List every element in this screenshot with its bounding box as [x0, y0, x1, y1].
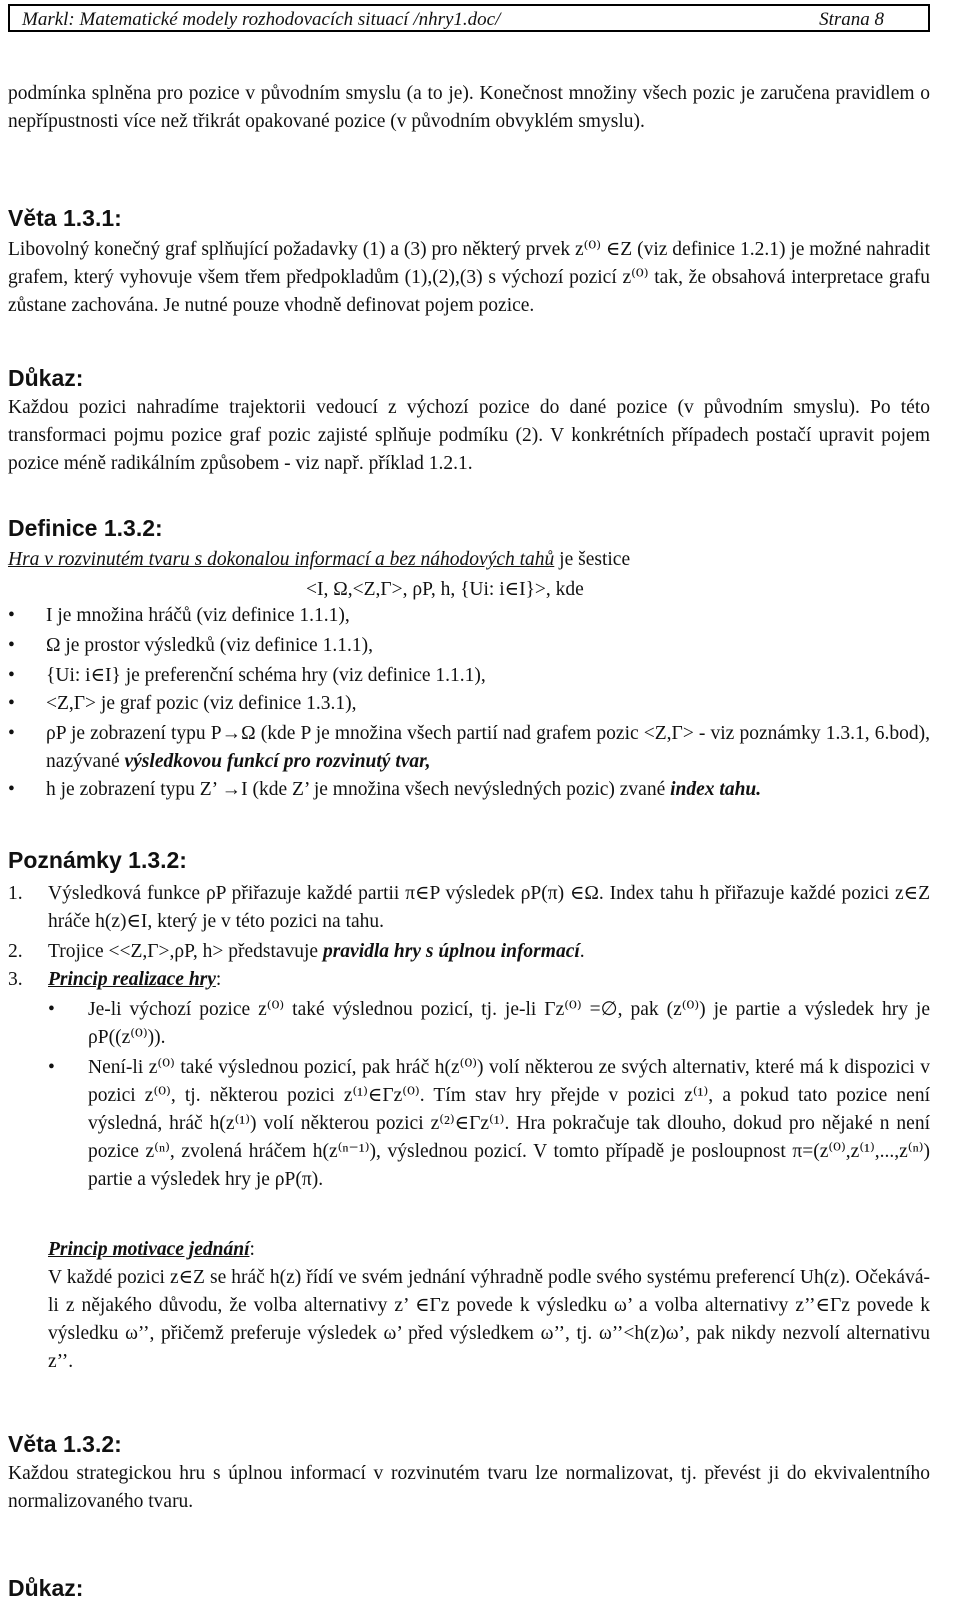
definice-item-5 — [8, 720, 930, 776]
poznamka-1 — [8, 880, 930, 936]
item-text: I je množina hráčů (viz definice 1.1.1), — [46, 605, 350, 626]
definice-heading: Definice 1.3.2: — [8, 515, 163, 541]
motivace-heading: Princip motivace jednání: — [48, 1239, 255, 1260]
dukaz-2-heading: Důkaz: — [8, 1575, 84, 1601]
bullet: • — [8, 605, 15, 626]
definice-lead — [8, 546, 930, 574]
item-text: <Z,Γ> je graf pozic (viz definice 1.3.1), — [46, 693, 357, 714]
bullet: • — [8, 635, 15, 656]
intro-paragraph: podmínka splněna pro pozice v původním smyslu (a to je). Konečnost množiny všech pozic je zaručena pravidlem o nepřípustnosti více než třikrát opakované pozice (v původním obvyklém smyslu). — [8, 83, 930, 132]
number: 3. — [8, 969, 23, 990]
note-term: Princip realizace hry — [48, 969, 216, 990]
poznamka-3: 3. Princip realizace hry: — [8, 966, 930, 994]
note-text: Výsledková funkce ρP přiřazuje každé partii π∈P výsledek ρP(π) ∈Ω. Index tahu h přiřazuje každé pozici z∈Z hráče h(z)∈I, který je v této pozici na tahu. — [48, 883, 930, 932]
item-text: ρP je zobrazení typu P→Ω (kde P je množina všech partií nad grafem pozic <Z,Γ> - viz poznámky 1.3.1, 6.bod), nazývané — [46, 723, 930, 772]
header-title: Markl: Matematické modely rozhodovacích situací /nhry1.doc/ — [22, 9, 501, 30]
definice-term: Hra v rozvinutém tvaru s dokonalou informací a bez náhodových tahů — [8, 549, 555, 570]
definice-tuple: <I, Ω,<Z,Γ>, ρP, h, {Ui: i∈I}>, kde — [306, 579, 584, 600]
bullet-text: Není-li z⁽⁰⁾ také výslednou pozicí, pak hráč h(z⁽⁰⁾) volí některou ze svých alternativ, které má k dispozici v pozici z⁽⁰⁾, tj. některou pozici z⁽¹⁾∈Γz⁽⁰⁾. Tím stav hry přejde v pozici z⁽¹⁾, a pokud tato pozice není výsledná, hráč h(z⁽¹⁾) volí některou pozici z⁽²⁾∈Γz⁽¹⁾. Hra pokračuje tak dlouho, dokud pro nějaké n není pozice z⁽ⁿ⁾, zvolená hráčem h(z⁽ⁿ⁻¹⁾), výslednou pozicí. V tomto případě je posloupnost π=(z⁽⁰⁾,z⁽¹⁾,...,z⁽ⁿ⁾) partie a výsledek hry je ρP(π). — [88, 1057, 930, 1190]
definice-item-3 — [8, 662, 930, 690]
veta-1-3-1-heading: Věta 1.3.1: — [8, 205, 122, 231]
item-text: {Ui: i∈I} je preferenční schéma hry (viz definice 1.1.1), — [46, 665, 486, 686]
item-term: index tahu. — [670, 779, 762, 800]
motivace-term: Princip motivace jednání — [48, 1239, 250, 1260]
definice-item-6 — [8, 776, 930, 804]
item-text: h je zobrazení typu Z’ →I (kde Z’ je množina všech nevýsledných pozic) zvané — [46, 779, 666, 800]
bullet: • — [8, 665, 15, 686]
definice-item-1 — [8, 602, 930, 630]
bullet: • — [48, 1057, 55, 1078]
poznamky-heading: Poznámky 1.3.2: — [8, 847, 187, 873]
note-term: pravidla hry s úplnou informací — [322, 941, 580, 962]
header-page-number: Strana 8 — [819, 9, 884, 30]
bullet-text: Je-li výchozí pozice z⁽⁰⁾ také výslednou pozicí, tj. je-li Γz⁽⁰⁾ =∅, pak (z⁽⁰⁾) je partie a výsledek hry je ρP((z⁽⁰⁾)). — [88, 999, 930, 1048]
bullet: • — [8, 723, 15, 744]
definice-item-4 — [8, 690, 930, 718]
definice-item-2 — [8, 632, 930, 660]
definice-lead-rest: je šestice — [554, 549, 631, 570]
page-header — [8, 4, 930, 32]
dukaz-heading: Důkaz: — [8, 365, 84, 391]
realizace-bullet-2 — [48, 1054, 930, 1194]
motivace-text: V každé pozici z∈Z se hráč h(z) řídí ve svém jednání výhradně podle svého systému preferencí Uh(z). Očekává-li z nějakého důvodu, že volba alternativy z’ ∈Γz povede k výsledku ω’ a volba alternativy z’’∈Γz povede k výsledku ω’’, přičemž preferuje výsledek ω’ před výsledkem ω’’, tj. ω’’<h(z)ω’, pak nikdy nezvolí alternativu z’’. — [48, 1267, 930, 1372]
bullet: • — [48, 999, 55, 1020]
number: 2. — [8, 941, 23, 962]
item-text: Ω je prostor výsledků (viz definice 1.1.1), — [46, 635, 373, 656]
note-text: Trojice <<Z,Γ>,ρP, h> představuje — [48, 941, 319, 962]
veta-1-3-2-heading: Věta 1.3.2: — [8, 1431, 122, 1457]
dukaz-text: Každou pozici nahradíme trajektorii vedoucí z výchozí pozice do dané pozice (v původním smyslu). Po této transformaci pojmu pozice graf pozic zajisté splňuje podmíku (2). V konkrétních případech postačí upravit pojem pozice méně radikálním způsobem - viz např. příklad 1.2.1. — [8, 397, 930, 474]
poznamka-2: 2. Trojice <<Z,Γ>,ρP, h> představuje pravidla hry s úplnou informací. — [8, 938, 930, 966]
bullet: • — [8, 779, 15, 800]
veta-1-3-2-text: Každou strategickou hru s úplnou informací v rozvinutém tvaru lze normalizovat, tj. převést ji do ekvivalentního normalizovaného tvaru. — [8, 1463, 930, 1512]
number: 1. — [8, 883, 23, 904]
realizace-bullet-1 — [48, 996, 930, 1052]
bullet: • — [8, 693, 15, 714]
veta-1-3-1-text: Libovolný konečný graf splňující požadavky (1) a (3) pro některý prvek z⁽⁰⁾ ∈Z (viz definice 1.2.1) je možné nahradit grafem, který vyhovuje všem třem předpokladům (1),(2),(3) s výchozí pozicí z⁽⁰⁾ tak, že obsahová interpretace grafu zůstane zachována. Je nutné pouze vhodně definovat pojem pozice. — [8, 239, 931, 316]
item-term: výsledkovou funkcí pro rozvinutý tvar, — [124, 751, 431, 772]
